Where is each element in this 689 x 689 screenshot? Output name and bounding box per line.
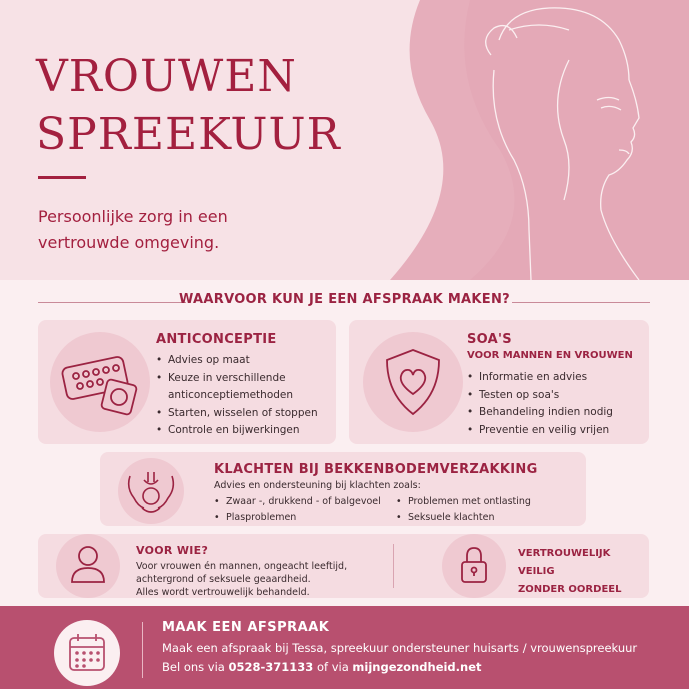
list-item: • Plasproblemen — [214, 510, 394, 526]
call-mid: of via — [316, 660, 349, 674]
list-item: • Behandeling indien nodig — [467, 404, 645, 422]
voor-wie-icon-circle — [56, 534, 120, 598]
list-item: • Problemen met ontlasting — [396, 494, 576, 510]
list-item: • Advies op maat — [156, 352, 332, 370]
value-item: VEILIG — [518, 566, 555, 577]
bekkenbodem-intro: Advies en ondersteuning bij klachten zoals: — [214, 480, 421, 491]
anticonceptie-heading: ANTICONCEPTIE — [156, 332, 277, 347]
anticonceptie-icon-circle — [50, 332, 150, 432]
bekkenbodem-heading: KLACHTEN BIJ BEKKENBODEMVERZAKKING — [214, 462, 538, 477]
pill-pack-icon — [50, 332, 150, 432]
footer-contact — [162, 660, 482, 674]
call-prefix: Bel ons via — [162, 660, 225, 674]
title-divider — [38, 176, 86, 179]
hero-banner — [0, 0, 689, 280]
anticonceptie-list — [156, 352, 332, 440]
list-item: • Controle en bijwerkingen — [156, 422, 332, 440]
shield-heart-icon — [363, 332, 463, 432]
section-heading — [0, 292, 689, 312]
voor-wie-card — [38, 534, 649, 598]
voor-wie-line: achtergrond of seksuele geaardheid. — [136, 574, 311, 585]
calendar-icon-circle — [54, 620, 120, 686]
voor-wie-heading: VOOR WIE? — [136, 544, 209, 557]
soa-heading: SOA'S — [467, 332, 512, 347]
list-item: • Seksuele klachten — [396, 510, 576, 526]
section-heading-text: WAARVOOR KUN JE EEN AFSPRAAK MAKEN? — [178, 292, 510, 307]
lock-icon — [442, 534, 506, 598]
woman-face-line-art-icon — [469, 0, 689, 280]
anticonceptie-card — [38, 320, 336, 444]
list-item: • Preventie en veilig vrijen — [467, 422, 645, 440]
list-item: • Testen op soa's — [467, 387, 645, 405]
phone-number[interactable]: 0528-371133 — [228, 660, 314, 674]
bekkenbodem-list-left — [214, 494, 394, 526]
values-list — [518, 545, 621, 599]
footer-banner — [0, 606, 689, 689]
soa-list — [467, 369, 645, 439]
voor-wie-text — [136, 560, 347, 599]
voor-wie-divider — [393, 544, 394, 588]
bekkenbodem-icon-circle — [118, 458, 184, 524]
title-line-2: SPREEKUUR — [36, 109, 341, 160]
lock-icon-circle — [442, 534, 506, 598]
hero-subtitle: Persoonlijke zorg in een vertrouwde omgeving. — [38, 207, 228, 252]
soa-card — [349, 320, 649, 444]
list-item: • Informatie en advies — [467, 369, 645, 387]
voor-wie-line: Voor vrouwen én mannen, ongeacht leeftijd, — [136, 561, 348, 572]
voor-wie-line: Alles wordt vertrouwelijk behandeld. — [136, 587, 310, 598]
list-item: • Keuze in verschillende anticonceptiemethoden — [156, 370, 332, 405]
calendar-icon — [54, 620, 120, 686]
list-item: • Starten, wisselen of stoppen — [156, 405, 332, 423]
footer-divider — [142, 622, 143, 678]
bekkenbodem-list-right — [396, 494, 576, 526]
bekkenbodem-card — [100, 452, 586, 526]
pelvis-icon — [118, 458, 184, 524]
footer-appointment-text: Maak een afspraak bij Tessa, spreekuur ondersteuner huisarts / vrouwenspreekuur — [162, 641, 638, 655]
footer-heading: MAAK EEN AFSPRAAK — [162, 620, 330, 635]
soa-subheading: VOOR MANNEN EN VROUWEN — [467, 350, 633, 361]
value-item: VERTROUWELIJK — [518, 548, 611, 559]
person-icon — [56, 534, 120, 598]
value-item: ZONDER OORDEEL — [518, 584, 622, 595]
title-line-1: VROUWEN — [36, 51, 297, 102]
page-title — [36, 48, 341, 164]
list-item: • Zwaar -, drukkend - of balgevoel — [214, 494, 394, 510]
soa-icon-circle — [363, 332, 463, 432]
website-link[interactable]: mijngezondheid.net — [352, 660, 482, 674]
